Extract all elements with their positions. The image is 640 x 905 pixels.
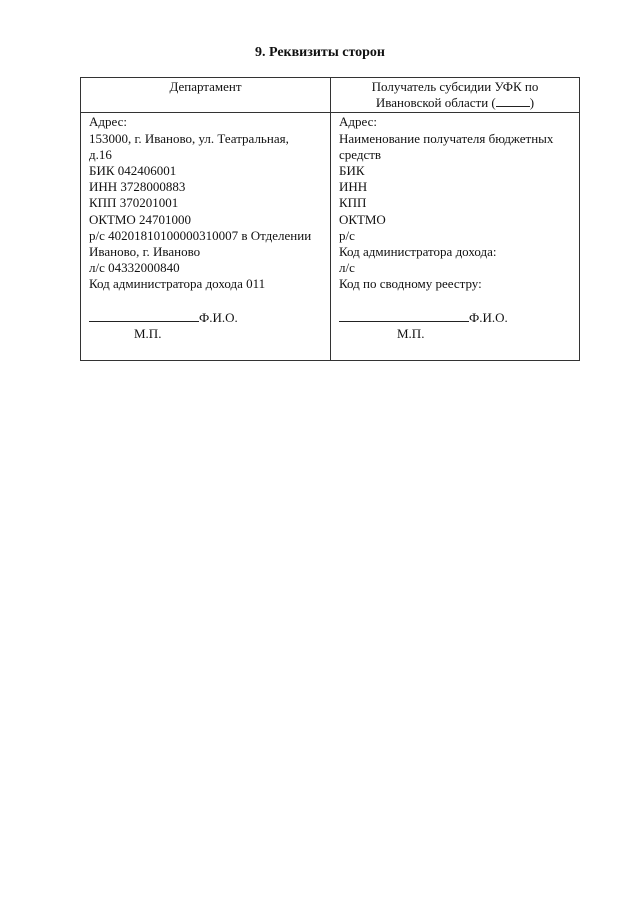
recipient-bik: БИК [339,163,365,179]
department-address-line2: д.16 [89,146,112,162]
requisites-table [80,77,580,361]
recipient-inn: ИНН [339,179,368,195]
recipient-seal-label: М.П. [397,325,425,341]
recipient-personal-account: л/с [339,260,355,276]
recipient-signature-name: Ф.И.О. [469,309,508,325]
department-header-label: Департамент [169,79,242,94]
recipient-revenue-admin-code: Код администратора дохода: [339,244,497,260]
department-inn: ИНН 3728000883 [89,179,186,195]
department-seal-label: М.П. [134,325,162,341]
department-personal-account: л/с 04332000840 [89,260,180,276]
recipient-account: р/с [339,227,355,243]
recipient-address-label: Адрес: [339,114,377,130]
spacer [89,293,328,309]
department-signature-row [89,309,328,326]
department-address-line1: 153000, г. Иваново, ул. Театральная, [89,130,289,146]
table-header-row [81,78,580,113]
recipient-signature-line [339,309,469,322]
department-oktmo: ОКТМО 24701000 [89,211,192,227]
recipient-header-prefix: Ивановской области ( [375,95,496,111]
recipient-consolidated-registry-code: Код по сводному реестру: [339,276,482,292]
table-body-row [81,113,580,361]
recipient-header-line2 [335,95,575,111]
recipient-signature-row [339,309,577,326]
department-details-cell [81,113,331,361]
department-kpp: КПП 370201001 [89,195,179,211]
recipient-name-line2: средств [339,146,382,162]
page-title: 9. Реквизиты сторон [254,45,386,60]
recipient-header-line1: Получатель субсидии УФК по [371,79,539,94]
recipient-kpp: КПП [339,195,367,211]
department-account-line1: р/с 40201810100000310007 в Отделении [89,227,312,243]
department-address-label: Адрес: [89,114,127,130]
department-revenue-admin-code: Код администратора дохода 011 [89,276,266,292]
department-bik: БИК 042406001 [89,163,177,179]
department-header [81,78,331,113]
spacer [339,293,577,309]
recipient-header-suffix: ) [529,95,535,111]
department-signature-name: Ф.И.О. [199,309,238,325]
recipient-details-cell [331,113,580,361]
recipient-header-blank [496,95,530,107]
recipient-oktmo: ОКТМО [339,211,386,227]
recipient-name-line1: Наименование получателя бюджетных [339,130,554,146]
recipient-header [331,78,580,113]
department-signature-line [89,309,199,322]
department-account-line2: Иваново, г. Иваново [89,244,201,260]
